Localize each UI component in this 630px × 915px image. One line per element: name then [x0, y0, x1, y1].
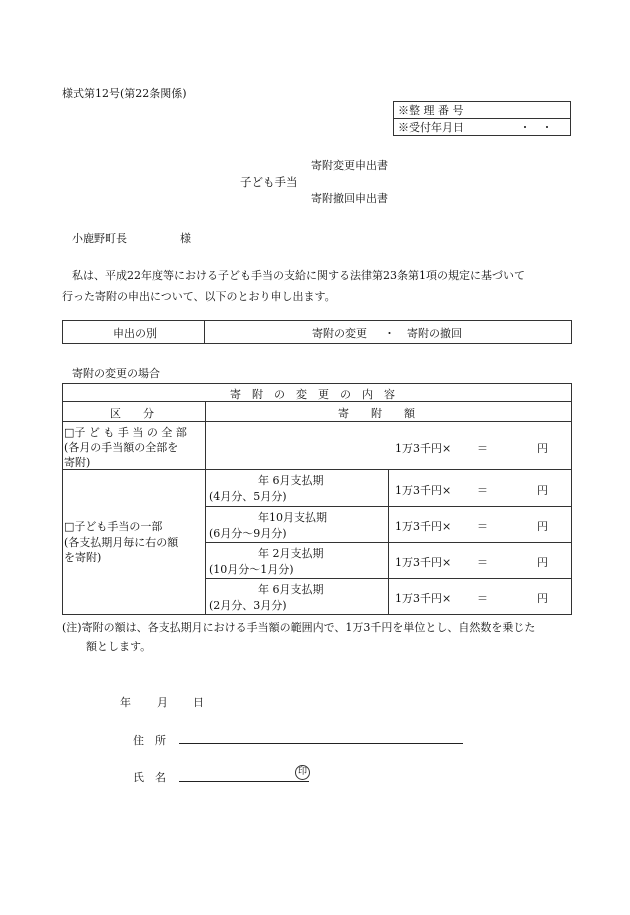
full-checkbox-label[interactable]: □子 ど も 手 当 の 全 部: [64, 426, 187, 439]
intro-line1: 私は、平成22年度等における子ども手当の支給に関する法律第23条第1項の規定に基づいて: [72, 269, 525, 282]
table-header: 寄 附 の 変 更 の 内 容: [230, 388, 395, 401]
period-1-eq: ＝: [477, 484, 488, 497]
uketsuke-row[interactable]: [394, 119, 571, 136]
period-1-months: (4月分、5月分): [209, 490, 287, 503]
seal-text: 印: [297, 767, 307, 777]
period-3-months: (10月分〜1月分): [209, 563, 294, 576]
col-category: 区 分: [110, 407, 154, 420]
option-withdraw[interactable]: 寄附の撤回: [407, 327, 462, 340]
period-4-title: 年 6月支払期: [258, 583, 324, 596]
date-day-label: 日: [193, 696, 204, 709]
partial-desc-line3: を寄附): [64, 551, 102, 564]
period-4-months: (2月分、3月分): [209, 599, 287, 612]
full-desc-line2: (各月の手当額の全部を: [64, 441, 179, 454]
address-label: 住 所: [133, 734, 166, 747]
seal-icon: [295, 765, 310, 780]
period-2-unit: 1万3千円×: [395, 520, 452, 533]
name-label: 氏 名: [133, 771, 166, 784]
office-use-box: [393, 101, 571, 136]
period-2-months: (6月分〜9月分): [209, 527, 287, 540]
uketsuke-value: ・ ・: [519, 121, 553, 134]
period-2-yen: 円: [537, 520, 548, 533]
seiri-label: ※整 理 番 号: [394, 102, 571, 119]
period-4-yen: 円: [537, 592, 548, 605]
title-line1: 寄附変更申出書: [311, 159, 388, 172]
period-1-title: 年 6月支払期: [258, 474, 324, 487]
period-3-unit: 1万3千円×: [395, 556, 452, 569]
period-3-yen: 円: [537, 556, 548, 569]
full-desc-line3: 寄附): [64, 456, 91, 469]
period-4-unit: 1万3千円×: [395, 592, 452, 605]
period-4-eq: ＝: [477, 592, 488, 605]
date-year-label: 年: [120, 696, 131, 709]
request-type-label: 申出の別: [113, 327, 157, 340]
address-field[interactable]: [179, 743, 463, 744]
addressee-suffix: 様: [180, 232, 191, 245]
period-3-eq: ＝: [477, 556, 488, 569]
period-1-unit: 1万3千円×: [395, 484, 452, 497]
change-section-title: 寄附の変更の場合: [72, 367, 160, 380]
note-line2: 額とします。: [86, 640, 152, 653]
period-3-title: 年 2月支払期: [258, 547, 324, 560]
option-change[interactable]: 寄附の変更: [312, 327, 367, 340]
partial-desc-line2: (各支払期月毎に右の額: [64, 536, 179, 549]
name-field[interactable]: [179, 781, 309, 782]
title-line2: 寄附撤回申出書: [311, 192, 388, 205]
note-line1: (注)寄附の額は、各支払期月における手当額の範囲内で、1万3千円を単位とし、自然数を乗じた: [62, 621, 536, 634]
period-2-title: 年10月支払期: [258, 511, 327, 524]
title-prefix: 子ども手当: [240, 175, 298, 189]
col-amount: 寄 附 額: [338, 407, 415, 420]
form-number: 様式第12号(第22条関係): [62, 87, 187, 100]
addressee: 小鹿野町長: [72, 232, 127, 245]
intro-line2: 行った寄附の申出について、以下のとおり申し出ます。: [62, 290, 336, 303]
partial-checkbox-label[interactable]: □子ども手当の一部: [64, 520, 163, 533]
option-separator: ・: [384, 327, 395, 340]
date-month-label: 月: [157, 696, 168, 709]
period-1-yen: 円: [537, 484, 548, 497]
full-unit: 1万3千円×: [395, 442, 452, 455]
uketsuke-label: ※受付年月日: [398, 121, 464, 134]
full-eq: ＝: [477, 442, 488, 455]
period-2-eq: ＝: [477, 520, 488, 533]
full-yen: 円: [537, 442, 548, 455]
